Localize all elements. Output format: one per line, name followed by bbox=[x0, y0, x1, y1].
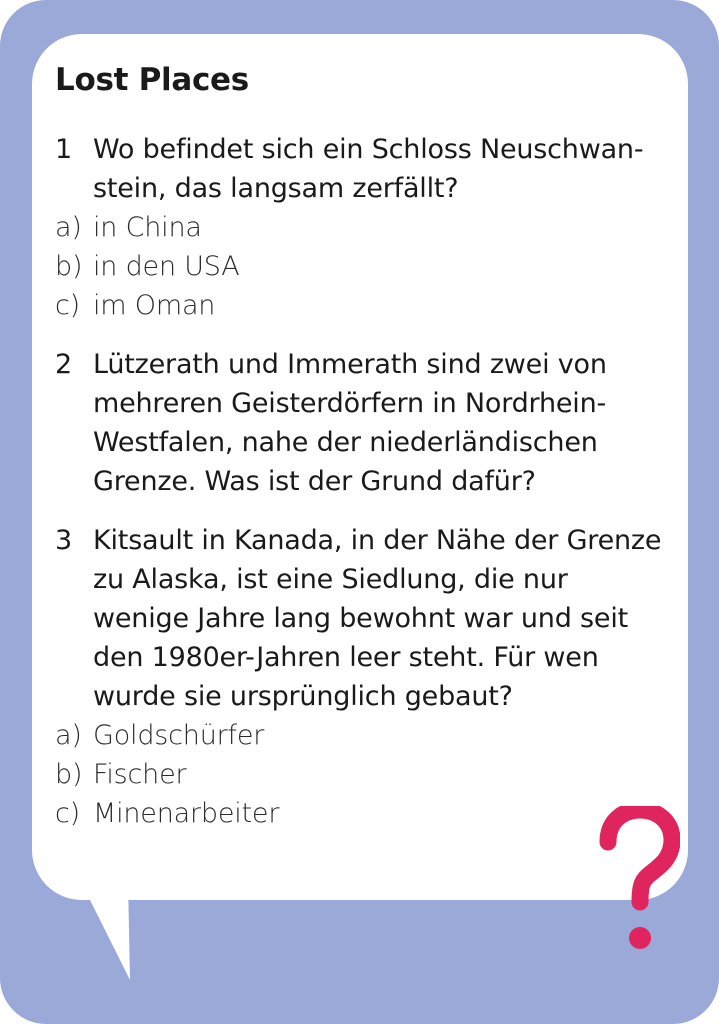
answer-option: a) Goldschürfer bbox=[55, 720, 265, 751]
question-text: Kitsault in Kanada, in der Nähe der Grenze zu Alaska, ist eine Siedlung, die nur wenige Jahre lang bewohnt war und seit den 1980er-Jahren leer steht. Für wen wurde sie ursprünglich gebaut? bbox=[93, 525, 662, 712]
question-number: 3 bbox=[55, 525, 72, 556]
question-text: Wo befindet sich ein Schloss Neuschwan- stein, das langsam zerfällt? bbox=[93, 134, 644, 204]
question-1 bbox=[55, 130, 675, 325]
answer-option: b) in den USA bbox=[55, 251, 240, 282]
question-number: 2 bbox=[55, 349, 72, 380]
answer-option: a) in China bbox=[55, 212, 202, 243]
question-mark-icon bbox=[598, 806, 680, 956]
speech-bubble-tail bbox=[60, 880, 140, 990]
card-title: Lost Places bbox=[55, 62, 249, 98]
answer-option: c) Minenarbeiter bbox=[55, 798, 280, 829]
question-3 bbox=[55, 521, 675, 833]
question-2 bbox=[55, 345, 675, 501]
answer-option: c) im Oman bbox=[55, 290, 216, 321]
answer-option: b) Fischer bbox=[55, 759, 187, 790]
question-number: 1 bbox=[55, 134, 72, 165]
question-text: Lützerath und Immerath sind zwei von mehreren Geisterdörfern in Nordrhein- Westfalen, nahe der niederländischen Grenze. Was ist der Grund dafür? bbox=[93, 349, 607, 497]
question-list bbox=[55, 130, 675, 853]
